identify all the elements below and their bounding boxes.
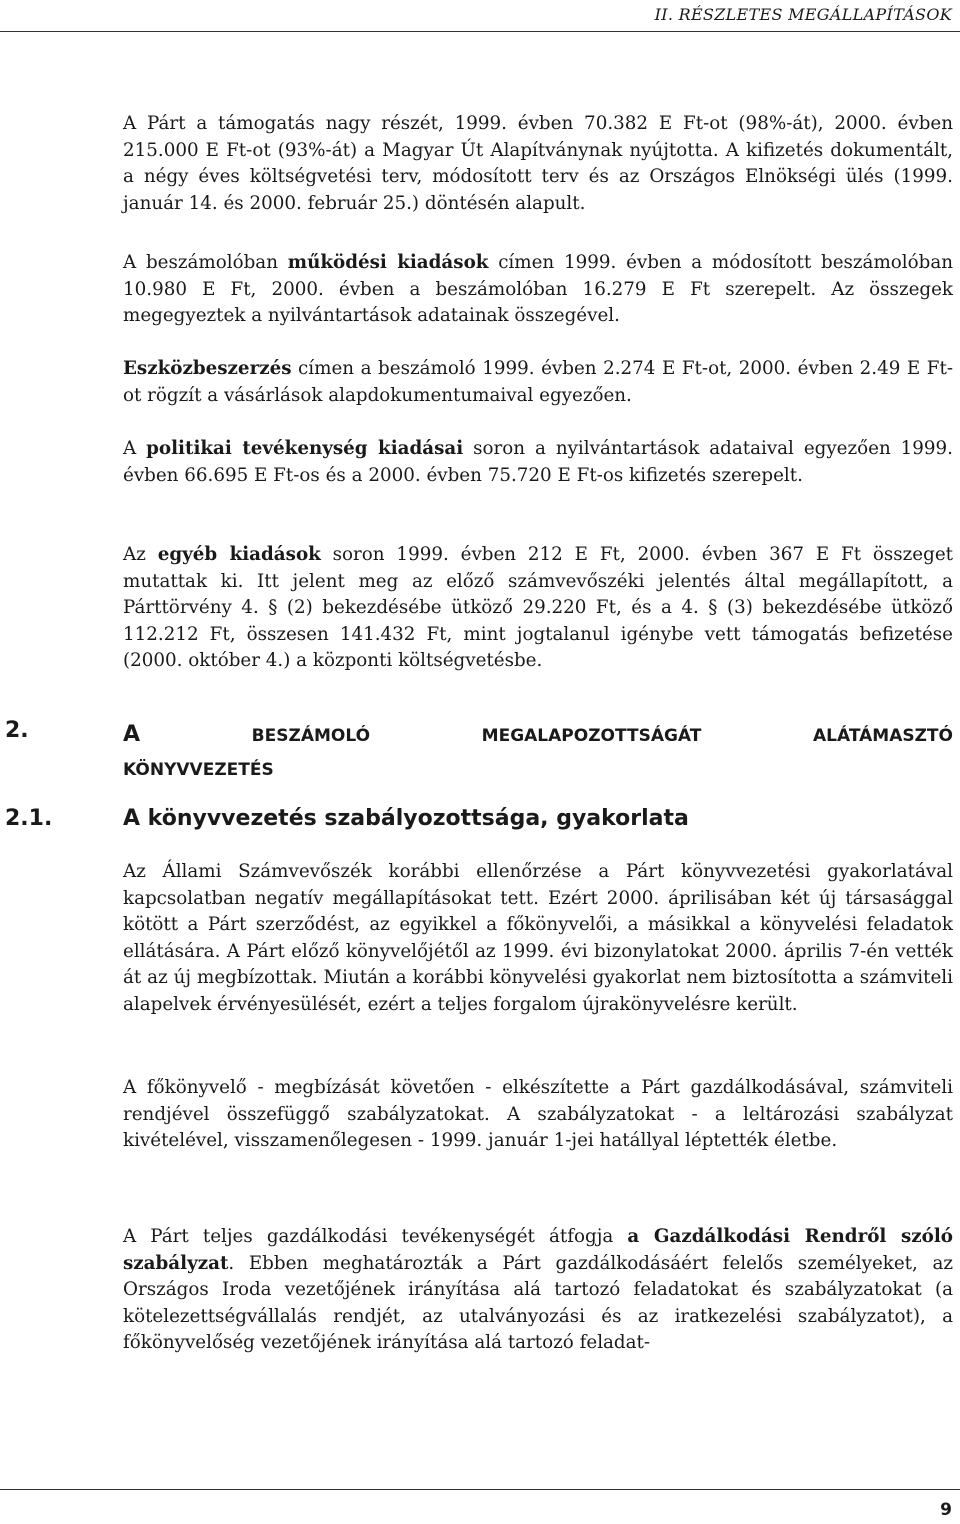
- paragraph-text: A Párt a támogatás nagy részét, 1999. évben 70.382 E Ft-ot (98%-át), 2000. évben 215.000 E Ft-ot (93%-át) a Magyar Út Alapítványnak nyújtotta. A kifizetés dokumentált, a négy éves költségvetési terv, módosított terv és az Országos Elnökségi ülés (1999. január 14. és 2000. február 25.) döntésén alapult.: [123, 113, 953, 214]
- paragraph-operating-expenses: [123, 250, 953, 330]
- text-run: . Ebben meghatározták a Párt gazdálkodásáért felelős személyeket, az Országos Iroda vezetőjének irányítása alá tartozó feladatokat és szabályzatokat (a kötelezettségvállalás rendjét, az utalványozási és az iratkezelési szabályzatot), a főkönyvelőség vezetőjének irányítása alá tartozó feladat-: [123, 1252, 953, 1353]
- heading-word: A: [123, 722, 141, 747]
- bold-term: egyéb kiadások: [157, 544, 321, 565]
- bold-term: Eszközbeszerzés: [123, 358, 292, 379]
- paragraph-text: A főkönyvelő - megbízását követően - elkészítette a Párt gazdálkodásával, számviteli rendjével összefüggő szabályzatokat. A szabályzatokat - a leltározási szabályzat kivételével, visszamenőlegesen - 1999. január 1-jei hatállyal léptették életbe.: [123, 1077, 953, 1151]
- paragraph-chief-accountant: [123, 1075, 953, 1155]
- subsection-title: A könyvvezetés szabályozottsága, gyakorlata: [123, 806, 689, 831]
- paragraph-text: [123, 542, 953, 675]
- paragraph-political-activity: [123, 436, 953, 489]
- bold-term: működési kiadások: [287, 252, 489, 273]
- heading-word: MEGALAPOZOTTSÁGÁT: [481, 726, 702, 746]
- paragraph-asset-purchases: [123, 356, 953, 409]
- paragraph-party-support: [123, 111, 953, 217]
- chapter-title: II. RÉSZLETES MEGÁLLAPÍTÁSOK: [654, 5, 952, 24]
- heading-line: [123, 753, 953, 787]
- paragraph-text: [123, 436, 953, 489]
- text-run: soron 1999. évben 212 E Ft, 2000. évben 367 E Ft összeget mutattak ki. Itt jelent meg az előző számvevőszéki jelentés által megállapított, a Párttörvény 4. § (2) bekezdésébe ütköző 29.220 Ft, és a 4. § (3) bekezdésébe ütköző 112.212 Ft, összesen 141.432 Ft, mint jogtalanul igénybe vett támogatás befizetése (2000. október 4.) a központi költségvetésbe.: [123, 544, 953, 671]
- paragraph-bookkeeping-history: [123, 859, 953, 1018]
- subsection-number: 2.1.: [5, 806, 53, 831]
- paragraph-text: [123, 356, 953, 409]
- heading-word: ALÁTÁMASZTÓ: [813, 726, 953, 746]
- page-number: 9: [940, 1500, 952, 1520]
- paragraph-other-expenses: [123, 542, 953, 675]
- text-run: A beszámolóban: [123, 252, 288, 273]
- paragraph-text: [123, 250, 953, 330]
- heading-word: KÖNYVVEZETÉS: [123, 760, 274, 780]
- page-header: [0, 0, 960, 33]
- header-rule: [0, 31, 960, 32]
- paragraph-text: [123, 1224, 953, 1357]
- text-run: A Párt teljes gazdálkodási tevékenységét átfogja: [123, 1226, 628, 1247]
- text-run: címen 1999. évben a módosított beszámolóban 10.980 E Ft, 2000. évben a beszámolóban 16.279 E Ft szerepelt. Az összegek megegyeztek a nyilvántartások adatainak összegével.: [123, 252, 954, 326]
- heading-line: [123, 718, 953, 753]
- text-run: címen a beszámoló 1999. évben 2.274 E Ft-ot, 2000. évben 2.49 E Ft-ot rögzít a vásárlások alapdokumentumaival egyezően.: [123, 358, 953, 406]
- bold-term: a Gazdálkodási Rendről szóló szabályzat: [123, 1226, 953, 1274]
- heading-word: BESZÁMOLÓ: [251, 726, 371, 746]
- section-number: 2.: [5, 718, 29, 743]
- paragraph-financial-rules: [123, 1224, 953, 1357]
- text-run: Az: [123, 544, 158, 565]
- section-heading: [123, 718, 953, 787]
- bold-term: politikai tevékenység kiadásai: [146, 438, 464, 459]
- text-run: soron a nyilvántartások adataival egyezően 1999. évben 66.695 E Ft-os és a 2000. évben 75.720 E Ft-os kifizetés szerepelt.: [123, 438, 953, 486]
- footer-rule: [0, 1489, 960, 1490]
- paragraph-text: Az Állami Számvevőszék korábbi ellenőrzése a Párt könyvvezetési gyakorlatával kapcsolatban negatív megállapításokat tett. Ezért 2000. áprilisában két új társasággal kötött a Párt szerződést, az egyikkel a főkönyvelői, a másikkal a könyvelési feladatok ellátására. A Párt előző könyvelőjétől az 1999. évi bizonylatokat 2000. április 7-én vették át az új megbízottak. Miután a korábbi könyvelési gyakorlat nem biztosította a számviteli alapelvek érvényesülését, ezért a teljes forgalom újrakönyvelésre került.: [123, 861, 953, 1015]
- text-run: A: [123, 438, 147, 459]
